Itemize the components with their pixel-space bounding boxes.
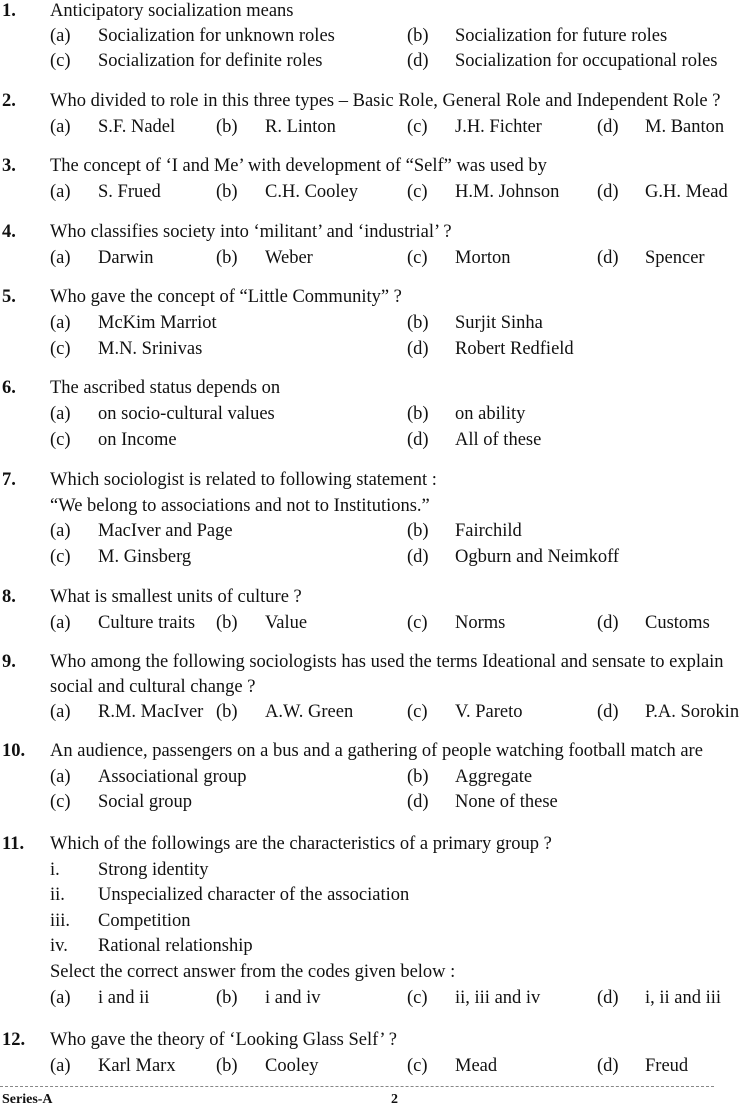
- option-label: (b): [407, 26, 429, 46]
- item-text: Unspecialized character of the association: [98, 885, 410, 905]
- option-label: (a): [50, 767, 71, 787]
- option-text: Robert Redfield: [455, 339, 574, 359]
- option-label: (c): [407, 248, 428, 268]
- option-text: MacIver and Page: [98, 521, 233, 541]
- page-number: 2: [391, 1092, 398, 1107]
- option-text: Aggregate: [455, 767, 533, 787]
- option-text: None of these: [455, 792, 558, 812]
- question-stem: The concept of ‘I and Me’ with development of “Self” was used by: [50, 156, 547, 176]
- option-label: (d): [597, 988, 619, 1008]
- option-label: (c): [50, 51, 71, 71]
- option-label: (b): [216, 1056, 238, 1076]
- question-number: 6.: [2, 378, 16, 398]
- option-label: (a): [50, 613, 71, 633]
- option-label: (a): [50, 404, 71, 424]
- option-text: M.N. Srinivas: [98, 339, 203, 359]
- option-label: (b): [216, 702, 238, 722]
- item-text: Competition: [98, 911, 191, 931]
- option-label: (b): [407, 767, 429, 787]
- question-number: 10.: [2, 741, 26, 761]
- option-label: (b): [407, 521, 429, 541]
- option-label: (c): [407, 1056, 428, 1076]
- option-label: (d): [597, 117, 619, 137]
- option-label: (d): [597, 182, 619, 202]
- question-number: 4.: [2, 222, 16, 242]
- option-text: Socialization for definite roles: [98, 51, 323, 71]
- question-stem: Who gave the concept of “Little Community” ?: [50, 287, 402, 307]
- series-label: Series-A: [2, 1092, 53, 1107]
- option-label: (a): [50, 248, 71, 268]
- question-stem: Anticipatory socialization means: [50, 1, 294, 21]
- option-text: Karl Marx: [98, 1056, 176, 1076]
- option-text: Socialization for unknown roles: [98, 26, 335, 46]
- item-text: Rational relationship: [98, 936, 253, 956]
- question-stem-continued: social and cultural change ?: [50, 677, 256, 697]
- question-number: 3.: [2, 156, 16, 176]
- option-text: i and ii: [98, 988, 150, 1008]
- question-stem: Which sociologist is related to following statement :: [50, 470, 437, 490]
- option-label: (a): [50, 702, 71, 722]
- question-stem: Who gave the theory of ‘Looking Glass Self’ ?: [50, 1030, 397, 1050]
- option-text: A.W. Green: [265, 702, 354, 722]
- option-label: (b): [216, 248, 238, 268]
- option-text: G.H. Mead: [645, 182, 728, 202]
- option-text: Weber: [265, 248, 313, 268]
- option-label: (d): [407, 339, 429, 359]
- option-text: on Income: [98, 430, 177, 450]
- option-text: McKim Marriot: [98, 313, 217, 333]
- question-number: 11.: [2, 834, 25, 854]
- item-text: Strong identity: [98, 860, 209, 880]
- option-label: (c): [407, 117, 428, 137]
- option-text: Social group: [98, 792, 193, 812]
- option-text: i, ii and iii: [645, 988, 722, 1008]
- option-label: (d): [597, 1056, 619, 1076]
- option-label: (d): [407, 792, 429, 812]
- question-number: 8.: [2, 587, 16, 607]
- option-text: Ogburn and Neimkoff: [455, 547, 620, 567]
- option-label: (b): [407, 313, 429, 333]
- option-label: (b): [216, 117, 238, 137]
- option-text: R. Linton: [265, 117, 336, 137]
- option-text: ii, iii and iv: [455, 988, 541, 1008]
- option-text: P.A. Sorokin: [645, 702, 739, 722]
- question-number: 12.: [2, 1030, 26, 1050]
- option-text: Fairchild: [455, 521, 522, 541]
- question-stem: Which of the followings are the characteristics of a primary group ?: [50, 834, 552, 854]
- option-text: All of these: [455, 430, 542, 450]
- option-text: Freud: [645, 1056, 689, 1076]
- question-stem: The ascribed status depends on: [50, 378, 281, 398]
- option-label: (d): [407, 51, 429, 71]
- option-text: Spencer: [645, 248, 705, 268]
- option-text: Socialization for future roles: [455, 26, 668, 46]
- question-instruction: Select the correct answer from the codes given below :: [50, 962, 456, 982]
- question-stem: Who classifies society into ‘militant’ and ‘industrial’ ?: [50, 222, 452, 242]
- option-label: (a): [50, 117, 71, 137]
- footer-divider: [0, 1086, 714, 1087]
- option-label: (b): [216, 988, 238, 1008]
- question-number: 9.: [2, 652, 16, 672]
- option-text: R.M. MacIver: [98, 702, 204, 722]
- option-label: (c): [407, 613, 428, 633]
- option-label: (d): [597, 613, 619, 633]
- item-label: ii.: [50, 885, 65, 905]
- option-text: H.M. Johnson: [455, 182, 560, 202]
- item-label: iv.: [50, 936, 68, 956]
- option-text: V. Pareto: [455, 702, 523, 722]
- option-text: M. Banton: [645, 117, 725, 137]
- option-label: (c): [50, 430, 71, 450]
- option-text: Associational group: [98, 767, 247, 787]
- question-stem: An audience, passengers on a bus and a gathering of people watching football match are: [50, 741, 703, 761]
- option-label: (c): [50, 339, 71, 359]
- option-text: Value: [265, 613, 308, 633]
- option-text: on socio-cultural values: [98, 404, 275, 424]
- question-number: 2.: [2, 91, 16, 111]
- option-label: (d): [597, 702, 619, 722]
- option-label: (a): [50, 182, 71, 202]
- option-text: Mead: [455, 1056, 498, 1076]
- option-text: S. Frued: [98, 182, 161, 202]
- option-label: (a): [50, 521, 71, 541]
- option-text: Cooley: [265, 1056, 319, 1076]
- option-text: Norms: [455, 613, 506, 633]
- option-text: Morton: [455, 248, 511, 268]
- option-label: (a): [50, 26, 71, 46]
- option-text: Socialization for occupational roles: [455, 51, 718, 71]
- option-label: (d): [407, 430, 429, 450]
- question-stem-continued: “We belong to associations and not to Institutions.”: [50, 496, 430, 516]
- option-text: S.F. Nadel: [98, 117, 176, 137]
- option-label: (d): [407, 547, 429, 567]
- option-text: M. Ginsberg: [98, 547, 192, 567]
- question-number: 7.: [2, 470, 16, 490]
- question-stem: Who divided to role in this three types – Basic Role, General Role and Independent Role ?: [50, 91, 721, 111]
- question-number: 5.: [2, 287, 16, 307]
- option-text: Darwin: [98, 248, 154, 268]
- option-text: J.H. Fichter: [455, 117, 542, 137]
- option-text: Culture traits: [98, 613, 196, 633]
- option-label: (c): [50, 792, 71, 812]
- option-label: (c): [50, 547, 71, 567]
- option-label: (b): [407, 404, 429, 424]
- option-label: (d): [597, 248, 619, 268]
- option-text: Surjit Sinha: [455, 313, 543, 333]
- option-label: (c): [407, 702, 428, 722]
- option-label: (b): [216, 613, 238, 633]
- question-stem: What is smallest units of culture ?: [50, 587, 302, 607]
- option-label: (a): [50, 313, 71, 333]
- option-label: (c): [407, 988, 428, 1008]
- item-label: iii.: [50, 911, 71, 931]
- option-text: i and iv: [265, 988, 321, 1008]
- option-label: (b): [216, 182, 238, 202]
- option-label: (c): [407, 182, 428, 202]
- option-label: (a): [50, 988, 71, 1008]
- option-label: (a): [50, 1056, 71, 1076]
- question-number: 1.: [2, 1, 16, 21]
- question-stem: Who among the following sociologists has used the terms Ideational and sensate to explain: [50, 652, 724, 672]
- item-label: i.: [50, 860, 60, 880]
- option-text: C.H. Cooley: [265, 182, 359, 202]
- option-text: Customs: [645, 613, 710, 633]
- option-text: on ability: [455, 404, 526, 424]
